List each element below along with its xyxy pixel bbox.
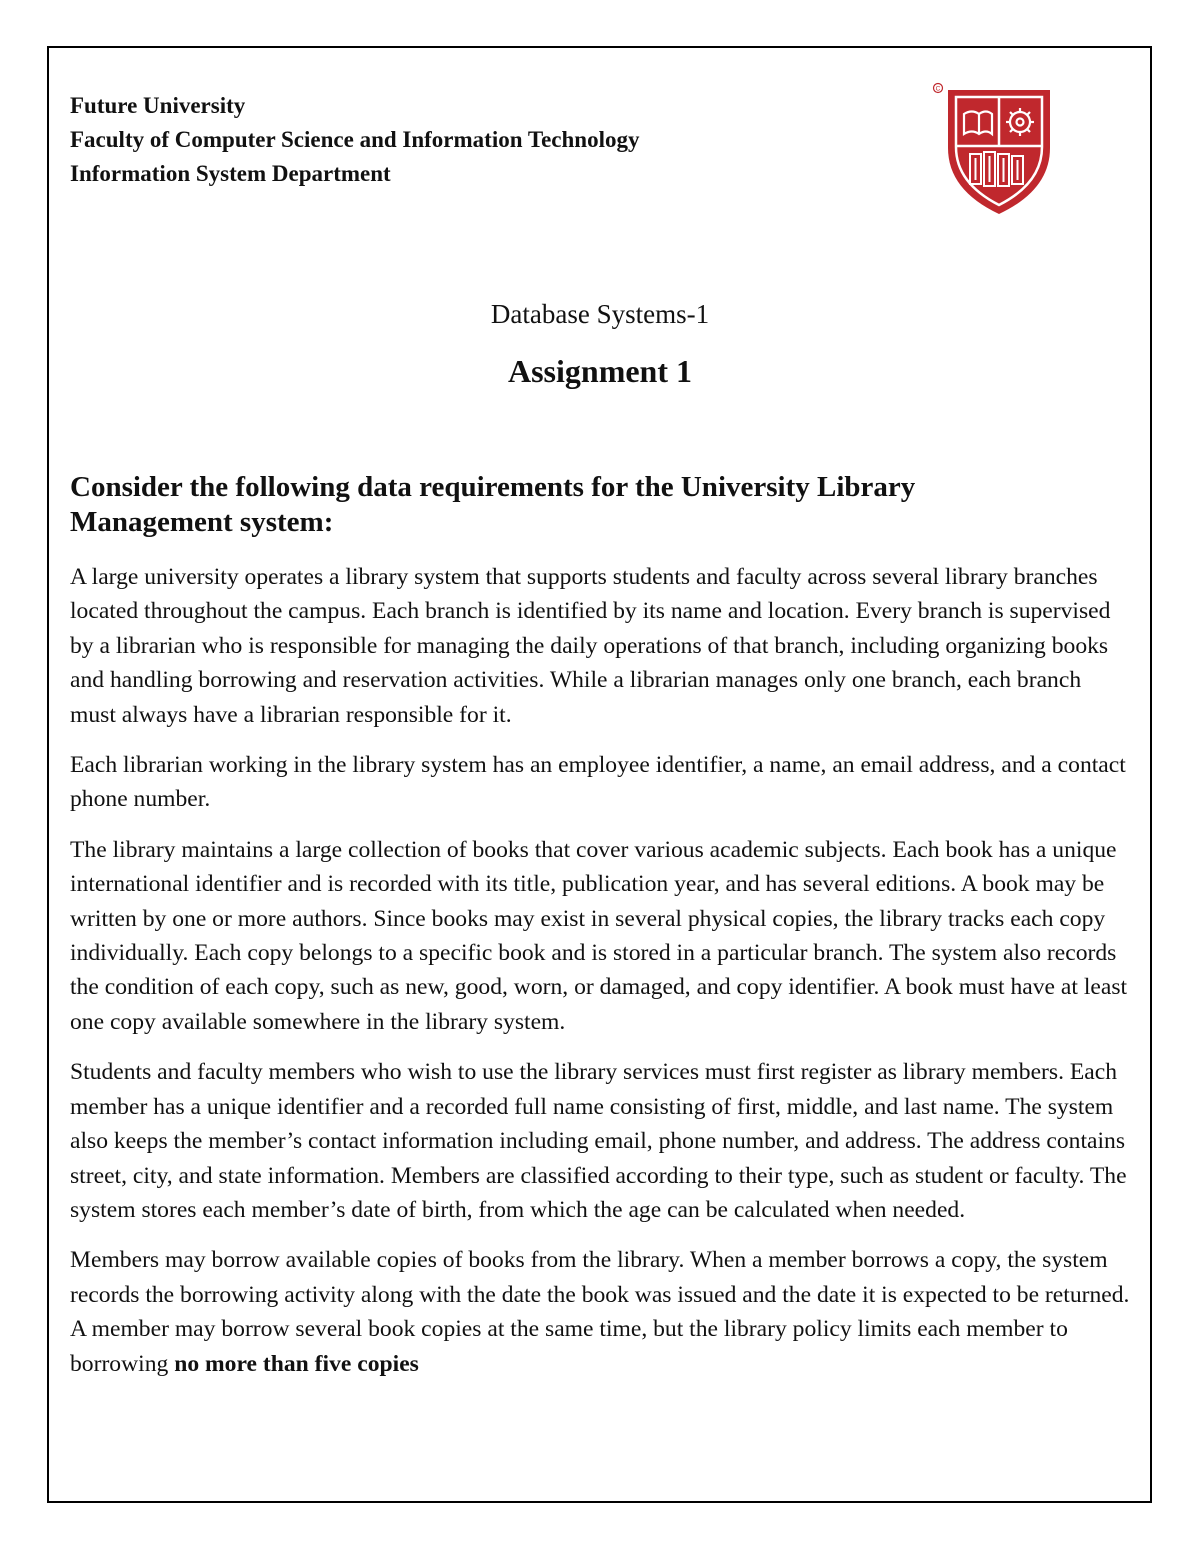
course-title: Database Systems-1 <box>490 299 710 329</box>
faculty-name: Faculty of Computer Science and Information Technology <box>70 127 640 152</box>
section-heading: Consider the following data requirements for the University Library Management system: <box>70 471 916 538</box>
department-name: Information System Department <box>70 161 391 186</box>
university-name: Future University <box>70 93 246 118</box>
paragraph: A large university operates a library system that supports students and faculty across several library branches located throughout the campus. Each branch is identified by its name and location. Every branch is supervised by a librarian who is responsible for managing the daily operations of that branch, including organizing books and handling borrowing and reservation activities. While a librarian manages only one branch, each branch must always have a librarian responsible for it. <box>70 564 1111 728</box>
university-crest-logo <box>928 78 1070 218</box>
body-text <box>70 560 1132 1381</box>
emphasized-text: no more than five copies <box>174 1350 419 1377</box>
paragraph: Students and faculty members who wish to use the library services must first register as library members. Each member has a unique identifier and a recorded full name consisting of first, middle, and last name. The system also keeps the member’s contact information including email, phone number, and address. The address contains street, city, and state information. Members are classified according to their type, such as student or faculty. The system stores each member’s date of birth, from which the age can be calculated when needed. <box>70 1059 1127 1223</box>
institution-header <box>70 89 639 191</box>
paragraph-last <box>70 1243 1132 1381</box>
paragraph: Each librarian working in the library system has an employee identifier, a name, an email address, and a contact phone number. <box>70 752 1126 813</box>
assignment-title: Assignment 1 <box>507 353 692 389</box>
paragraph-text: Members may borrow available copies of books from the library. When a member borrows a copy, the system records the borrowing activity along with the date the book was issued and the date it is expected to be returned. A member may borrow several book copies at the same time, but the library policy limits each member to borrowing <box>70 1247 1130 1377</box>
paragraph: The library maintains a large collection of books that cover various academic subjects. Each book has a unique international identifier and is recorded with its title, publication year, and has several editions. A book may be written by one or more authors. Since books may exist in several physical copies, the library tracks each copy individually. Each copy belongs to a specific book and is stored in a particular branch. The system also records the condition of each copy, such as new, good, worn, or damaged, and copy identifier. A book must have at least one copy available somewhere in the library system. <box>70 836 1128 1035</box>
svg-text:C: C <box>935 85 941 93</box>
